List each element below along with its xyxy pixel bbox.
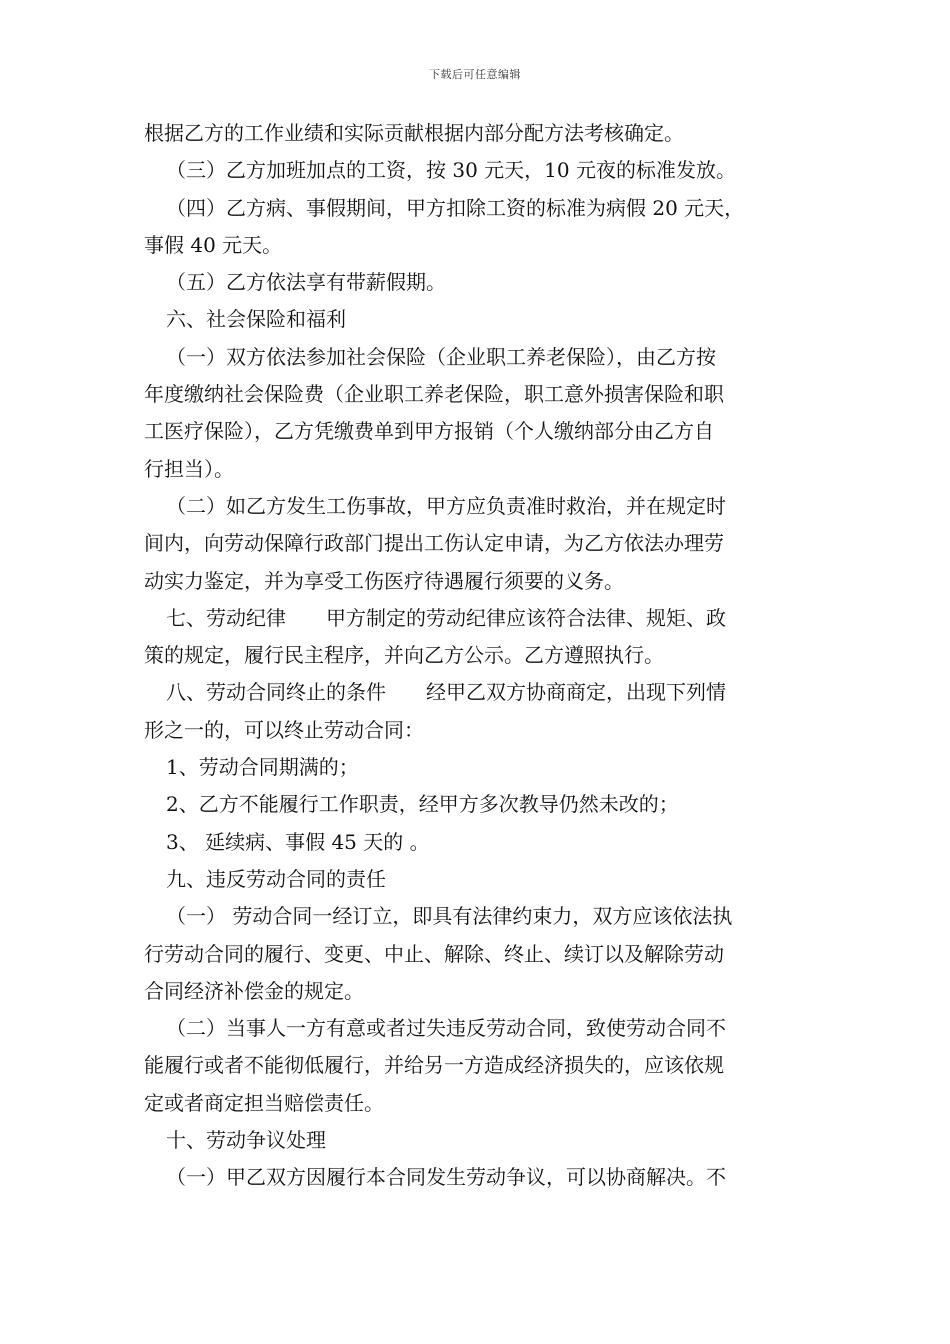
- page-header: 下载后可任意编辑: [429, 68, 521, 81]
- section-heading: 九、违反劳动合同的责任: [166, 866, 386, 891]
- paragraph-line: 动实力鉴定，并为享受工伤医疗待遇履行须要的义务。: [144, 568, 624, 593]
- paragraph-line: （二）当事人一方有意或者过失违反劳动合同，致使劳动合同不: [166, 1016, 726, 1041]
- list-item: 3、 延续病、事假 45 天的 。: [166, 829, 430, 854]
- paragraph-line: 间内，向劳动保障行政部门提出工伤认定申请，为乙方依法办理劳: [144, 531, 724, 556]
- paragraph-line: （五）乙方依法享有带薪假期。: [166, 270, 446, 295]
- paragraph-line: 工医疗保险），乙方凭缴费单到甲方报销（个人缴纳部分由乙方自: [144, 419, 714, 444]
- paragraph-line: 事假 40 元天。: [144, 232, 283, 257]
- paragraph-line: 行劳动合同的履行、变更、中止、解除、终止、续订以及解除劳动: [144, 941, 724, 966]
- paragraph-line: 根据乙方的工作业绩和实际贡献根据内部分配方法考核确定。: [144, 121, 684, 145]
- section-heading: 十、劳动争议处理: [166, 1128, 326, 1153]
- section-heading: 七、劳动纪律 甲方制定的劳动纪律应该符合法律、规矩、政: [166, 605, 726, 630]
- paragraph-line: （四）乙方病、事假期间，甲方扣除工资的标准为病假 20 元天，: [166, 195, 745, 220]
- paragraph-line: 年度缴纳社会保险费（企业职工养老保险，职工意外损害保险和职: [144, 382, 724, 407]
- section-heading: 八、劳动合同终止的条件 经甲乙双方协商商定，出现下列情: [166, 680, 726, 705]
- list-item: 1、劳动合同期满的；: [166, 755, 359, 780]
- document-body: [144, 115, 808, 1197]
- section-heading: 六、社会保险和福利: [166, 307, 346, 332]
- paragraph-line: （二）如乙方发生工伤事故，甲方应负责准时救治，并在规定时: [166, 493, 726, 518]
- paragraph-line: （一）双方依法参加社会保险（企业职工养老保险），由乙方按: [166, 344, 716, 369]
- paragraph-line: 定或者商定担当赔偿责任。: [144, 1090, 384, 1115]
- paragraph-line: 能履行或者不能彻低履行，并给另一方造成经济损失的，应该依规: [144, 1053, 724, 1078]
- paragraph-line: （一）甲乙双方因履行本合同发生劳动争议，可以协商解决。不: [166, 1165, 726, 1190]
- paragraph-line: （一） 劳动合同一经订立，即具有法律约束力，双方应该依法执: [166, 904, 733, 929]
- paragraph-line: 策的规定，履行民主程序，并向乙方公示。乙方遵照执行。: [144, 643, 664, 668]
- list-item: 2、乙方不能履行工作职责，经甲方多次教导仍然未改的；: [166, 792, 679, 817]
- paragraph-line: 行担当）。: [144, 456, 234, 481]
- paragraph-line: （三）乙方加班加点的工资，按 30 元天，10 元夜的标准发放。: [166, 158, 736, 183]
- paragraph-line: 形之一的，可以终止劳动合同：: [144, 717, 424, 742]
- paragraph-line: 合同经济补偿金的规定。: [144, 978, 364, 1003]
